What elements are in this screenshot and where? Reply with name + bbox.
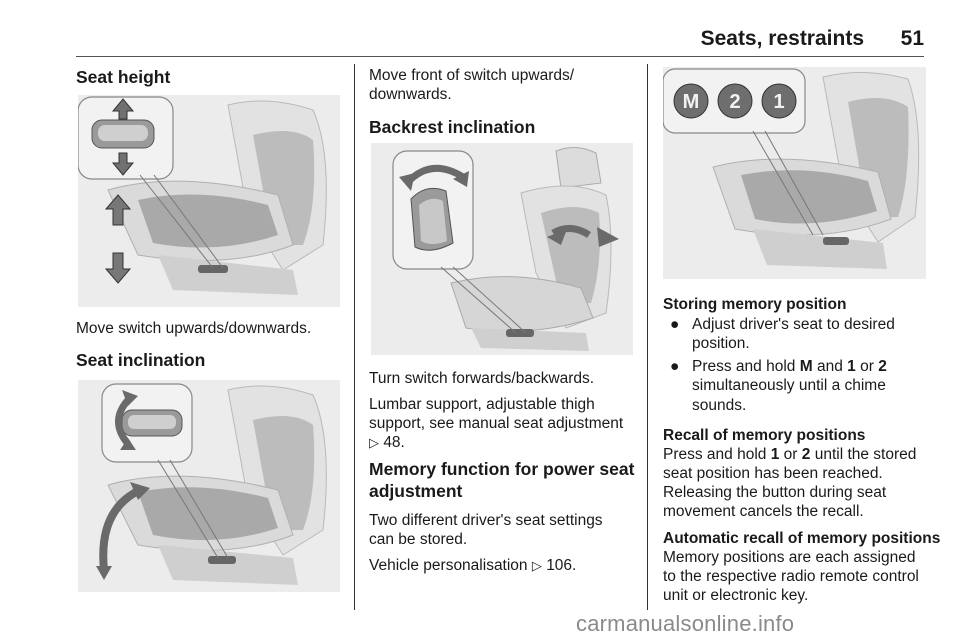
lumbar-line1: Lumbar support, adjustable thigh: [369, 396, 595, 413]
recall-line2: seat position has been reached.: [663, 465, 883, 482]
memory-heading-line1: Memory function for power seat: [369, 459, 635, 479]
seat-height-heading: Seat height: [76, 67, 171, 87]
personalisation-text: Vehicle personalisation: [369, 557, 528, 574]
seat-inclination-heading: Seat inclination: [76, 350, 206, 370]
bullet-icon: ●: [670, 316, 680, 333]
bullet2-line1: Press and hold M and 1 or 2: [692, 358, 887, 375]
recall-line1: Press and hold 1 or 2 until the stored: [663, 446, 917, 463]
column-divider: [647, 64, 648, 610]
storing-heading: Storing memory position: [663, 296, 847, 313]
lumbar-line2: support, see manual seat adjustment: [369, 415, 624, 432]
auto-line3: unit or electronic key.: [663, 587, 809, 604]
recall-line4: movement cancels the recall.: [663, 503, 864, 520]
personalisation-line: [369, 556, 576, 575]
backrest-heading: Backrest inclination: [369, 117, 536, 137]
bullet1-line2: position.: [692, 335, 750, 353]
column-divider: [354, 64, 355, 610]
bullet-item-1: [663, 315, 957, 354]
arrow-ref-icon: ▷: [531, 559, 542, 574]
bullet2-line2: simultaneously until a chime: [692, 377, 886, 395]
inclination-text-line1: Move front of switch upwards/: [369, 67, 575, 84]
recall-line3: Releasing the button during seat: [663, 484, 887, 501]
section-title: Seats, restraints: [700, 27, 864, 50]
lumbar-ref-line: [369, 433, 405, 452]
memory-buttons-figure: [663, 67, 926, 279]
auto-line1: Memory positions are each assigned: [663, 549, 916, 566]
seat-height-figure: [78, 95, 340, 307]
memory-text-line1: Two different driver's seat settings: [369, 512, 603, 529]
seat-height-text: Move switch upwards/downwards.: [76, 320, 312, 337]
bullet-icon: ●: [670, 358, 680, 375]
inclination-text-line2: downwards.: [369, 86, 452, 103]
auto-line2: to the respective radio remote control: [663, 568, 919, 585]
recall-heading: Recall of memory positions: [663, 427, 866, 444]
lumbar-page-ref[interactable]: 48.: [383, 434, 405, 451]
memory-button-2[interactable]: 2: [729, 91, 741, 113]
bullet2-line3: sounds.: [692, 396, 747, 414]
memory-button-m[interactable]: M: [682, 91, 700, 113]
page-number: 51: [900, 27, 924, 50]
bullet1-line1: Adjust driver's seat to desired: [692, 316, 895, 333]
memory-button-1[interactable]: 1: [773, 91, 785, 113]
auto-heading: Automatic recall of memory positions: [663, 530, 941, 547]
arrow-ref-icon: ▷: [369, 436, 379, 451]
backrest-figure: [371, 143, 633, 355]
page-header: [76, 26, 924, 57]
seat-inclination-figure: [78, 380, 340, 592]
memory-text-line2: can be stored.: [369, 531, 468, 548]
memory-heading-line2: adjustment: [369, 481, 463, 501]
backrest-text: Turn switch forwards/backwards.: [369, 370, 595, 387]
personalisation-page-ref[interactable]: 106.: [546, 557, 577, 574]
watermark: carmanualsonline.info: [576, 611, 795, 636]
bullet-item-2: [663, 357, 957, 415]
